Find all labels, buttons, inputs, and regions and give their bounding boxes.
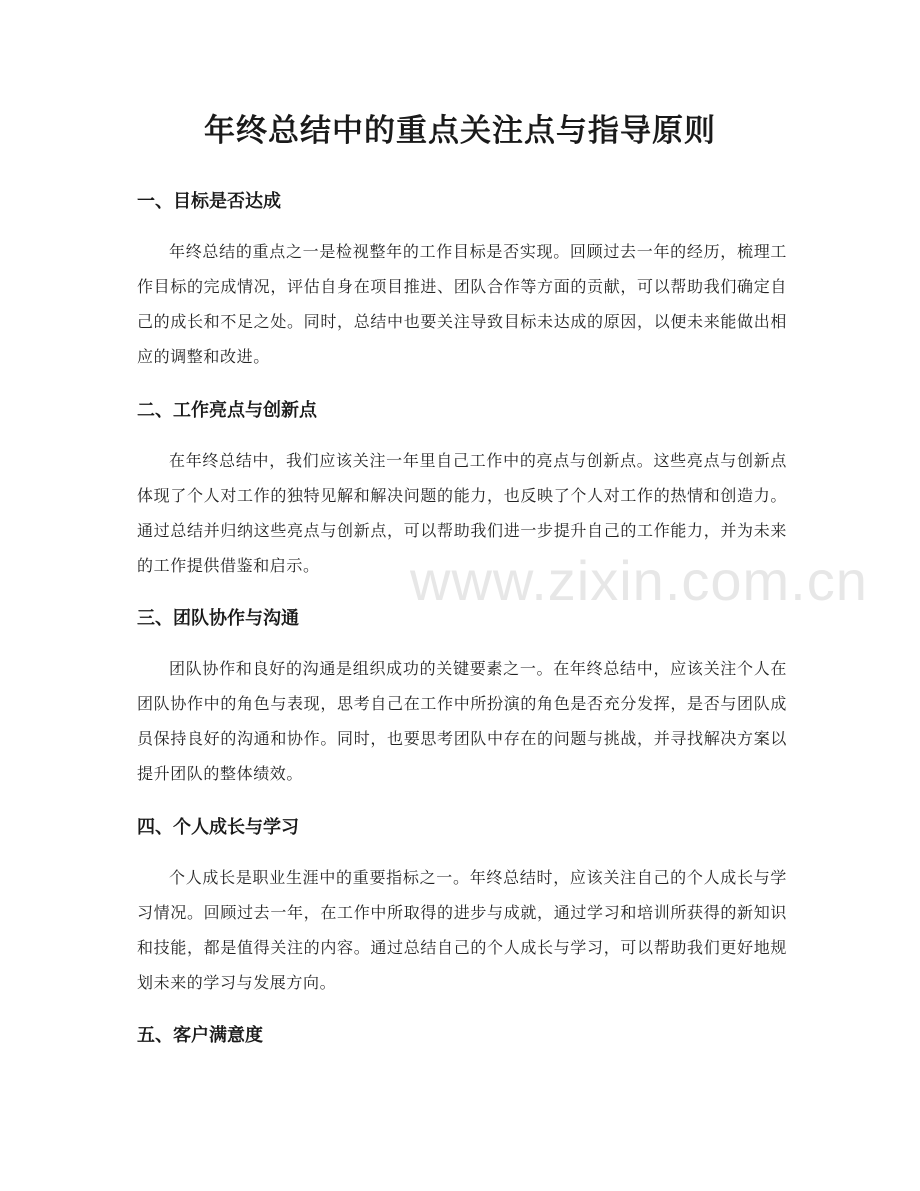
watermark: www.zixin.com.cn [410, 549, 868, 612]
section-heading-teamwork: 三、团队协作与沟通 [137, 608, 299, 629]
section-heading-highlights: 二、工作亮点与创新点 [137, 400, 317, 421]
document-title: 年终总结中的重点关注点与指导原则 [204, 113, 716, 149]
section-body-goals: 年终总结的重点之一是检视整年的工作目标是否实现。回顾过去一年的经历，梳理工作目标的完成情况，评估自身在项目推进、团队合作等方面的贡献，可以帮助我们确定自己的成长和不足之处。同时，总结中也要关注导致目标未达成的原因，以便未来能做出相应的调整和改进。 [137, 242, 787, 366]
section-body-teamwork: 团队协作和良好的沟通是组织成功的关键要素之一。在年终总结中，应该关注个人在团队协作中的角色与表现，思考自己在工作中所扮演的角色是否充分发挥，是否与团队成员保持良好的沟通和协作。同时，也要思考团队中存在的问题与挑战，并寻找解决方案以提升团队的整体绩效。 [137, 659, 787, 783]
section-body-growth: 个人成长是职业生涯中的重要指标之一。年终总结时，应该关注自己的个人成长与学习情况。回顾过去一年，在工作中所取得的进步与成就，通过学习和培训所获得的新知识和技能，都是值得关注的内容。通过总结自己的个人成长与学习，可以帮助我们更好地规划未来的学习与发展方向。 [137, 868, 787, 992]
section-heading-goals: 一、目标是否达成 [137, 191, 281, 212]
section-heading-growth: 四、个人成长与学习 [137, 817, 299, 838]
section-heading-customer: 五、客户满意度 [137, 1025, 263, 1046]
section-body-highlights: 在年终总结中，我们应该关注一年里自己工作中的亮点与创新点。这些亮点与创新点体现了个人对工作的独特见解和解决问题的能力，也反映了个人对工作的热情和创造力。通过总结并归纳这些亮点与创新点，可以帮助我们进一步提升自己的工作能力，并为未来的工作提供借鉴和启示。 [137, 451, 787, 575]
